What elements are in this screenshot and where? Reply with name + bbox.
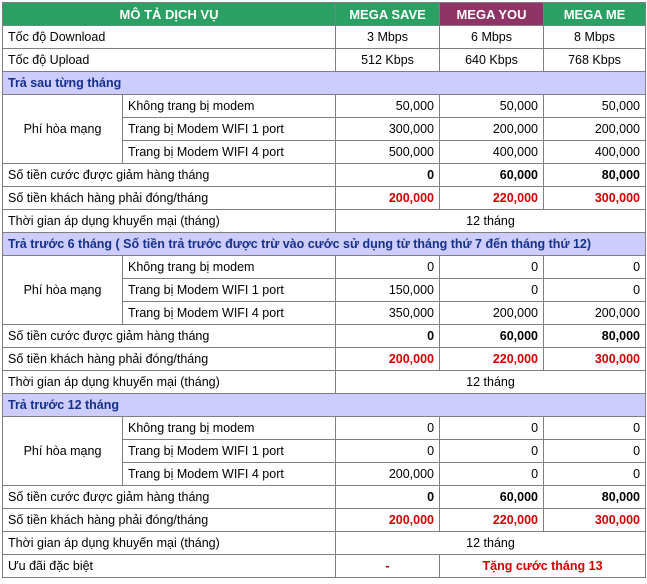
service-description-header: MÔ TẢ DỊCH VỤ bbox=[3, 3, 336, 26]
table-row bbox=[3, 95, 646, 118]
cell: 300,000 bbox=[544, 187, 646, 210]
upload-label: Tốc độ Upload bbox=[3, 49, 336, 72]
cell: 50,000 bbox=[544, 95, 646, 118]
cell: 200,000 bbox=[336, 187, 440, 210]
cell: 400,000 bbox=[544, 141, 646, 164]
monthly-pay-row bbox=[3, 187, 646, 210]
upload-me: 768 Kbps bbox=[544, 49, 646, 72]
cell: 0 bbox=[336, 256, 440, 279]
cell: 0 bbox=[440, 256, 544, 279]
discount-row bbox=[3, 164, 646, 187]
duration-value: 12 tháng bbox=[336, 532, 646, 555]
discount-row bbox=[3, 325, 646, 348]
duration-label: Thời gian áp dụng khuyến mại (tháng) bbox=[3, 371, 336, 394]
discount-label: Số tiền cước được giảm hàng tháng bbox=[3, 486, 336, 509]
cell: 0 bbox=[440, 417, 544, 440]
download-save: 3 Mbps bbox=[336, 26, 440, 49]
cell: 200,000 bbox=[544, 302, 646, 325]
duration-row bbox=[3, 371, 646, 394]
upload-you: 640 Kbps bbox=[440, 49, 544, 72]
fee-label: Phí hòa mạng bbox=[3, 256, 123, 325]
wifi1-label: Trang bị Modem WIFI 1 port bbox=[123, 279, 336, 302]
upload-save: 512 Kbps bbox=[336, 49, 440, 72]
cell: 300,000 bbox=[544, 348, 646, 371]
discount-row bbox=[3, 486, 646, 509]
pay-label: Số tiền khách hàng phải đóng/tháng bbox=[3, 509, 336, 532]
cell: 300,000 bbox=[336, 118, 440, 141]
section-title: Trả sau từng tháng bbox=[3, 72, 646, 95]
cell: 80,000 bbox=[544, 325, 646, 348]
cell: 0 bbox=[336, 417, 440, 440]
service-comparison-table bbox=[2, 2, 646, 578]
download-speed-row bbox=[3, 26, 646, 49]
upload-speed-row bbox=[3, 49, 646, 72]
special-label: Ưu đãi đặc biệt bbox=[3, 555, 336, 578]
cell: 500,000 bbox=[336, 141, 440, 164]
cell: 200,000 bbox=[336, 509, 440, 532]
cell: 0 bbox=[544, 279, 646, 302]
section-header-prepaid-12 bbox=[3, 394, 646, 417]
monthly-pay-row bbox=[3, 509, 646, 532]
cell: 50,000 bbox=[440, 95, 544, 118]
cell: 0 bbox=[336, 325, 440, 348]
cell: 200,000 bbox=[544, 118, 646, 141]
special-offer-row bbox=[3, 555, 646, 578]
cell: 200,000 bbox=[336, 463, 440, 486]
cell: 60,000 bbox=[440, 486, 544, 509]
cell: 400,000 bbox=[440, 141, 544, 164]
duration-value: 12 tháng bbox=[336, 210, 646, 233]
wifi4-label: Trang bị Modem WIFI 4 port bbox=[123, 302, 336, 325]
cell: 60,000 bbox=[440, 164, 544, 187]
pay-label: Số tiền khách hàng phải đóng/tháng bbox=[3, 187, 336, 210]
plan-header-mega-you: MEGA YOU bbox=[440, 3, 544, 26]
cell: 0 bbox=[440, 463, 544, 486]
cell: 220,000 bbox=[440, 187, 544, 210]
cell: 200,000 bbox=[336, 348, 440, 371]
wifi1-label: Trang bị Modem WIFI 1 port bbox=[123, 118, 336, 141]
duration-label: Thời gian áp dụng khuyến mại (tháng) bbox=[3, 532, 336, 555]
cell: 0 bbox=[544, 440, 646, 463]
cell: 200,000 bbox=[440, 302, 544, 325]
cell: 200,000 bbox=[440, 118, 544, 141]
special-save: - bbox=[336, 555, 440, 578]
section-title: Trả trước 6 tháng ( Số tiền trả trước được trừ vào cước sử dụng từ tháng thứ 7 đến tháng thứ 12) bbox=[3, 233, 646, 256]
cell: 0 bbox=[544, 463, 646, 486]
cell: 0 bbox=[440, 440, 544, 463]
cell: 60,000 bbox=[440, 325, 544, 348]
cell: 0 bbox=[544, 256, 646, 279]
cell: 220,000 bbox=[440, 348, 544, 371]
header-row bbox=[3, 3, 646, 26]
no-modem-label: Không trang bị modem bbox=[123, 95, 336, 118]
fee-label: Phí hòa mạng bbox=[3, 95, 123, 164]
plan-header-mega-me: MEGA ME bbox=[544, 3, 646, 26]
section-title: Trả trước 12 tháng bbox=[3, 394, 646, 417]
fee-label: Phí hòa mạng bbox=[3, 417, 123, 486]
monthly-pay-row bbox=[3, 348, 646, 371]
cell: 300,000 bbox=[544, 509, 646, 532]
download-me: 8 Mbps bbox=[544, 26, 646, 49]
duration-row bbox=[3, 532, 646, 555]
cell: 220,000 bbox=[440, 509, 544, 532]
download-you: 6 Mbps bbox=[440, 26, 544, 49]
discount-label: Số tiền cước được giảm hàng tháng bbox=[3, 164, 336, 187]
duration-value: 12 tháng bbox=[336, 371, 646, 394]
section-header-postpaid bbox=[3, 72, 646, 95]
special-others: Tặng cước tháng 13 bbox=[440, 555, 646, 578]
section-header-prepaid-6 bbox=[3, 233, 646, 256]
pay-label: Số tiền khách hàng phải đóng/tháng bbox=[3, 348, 336, 371]
no-modem-label: Không trang bị modem bbox=[123, 256, 336, 279]
cell: 350,000 bbox=[336, 302, 440, 325]
cell: 80,000 bbox=[544, 164, 646, 187]
duration-label: Thời gian áp dụng khuyến mại (tháng) bbox=[3, 210, 336, 233]
download-label: Tốc độ Download bbox=[3, 26, 336, 49]
table-row bbox=[3, 417, 646, 440]
table-row bbox=[3, 256, 646, 279]
cell: 50,000 bbox=[336, 95, 440, 118]
no-modem-label: Không trang bị modem bbox=[123, 417, 336, 440]
wifi4-label: Trang bị Modem WIFI 4 port bbox=[123, 141, 336, 164]
cell: 0 bbox=[336, 440, 440, 463]
plan-header-mega-save: MEGA SAVE bbox=[336, 3, 440, 26]
wifi4-label: Trang bị Modem WIFI 4 port bbox=[123, 463, 336, 486]
discount-label: Số tiền cước được giảm hàng tháng bbox=[3, 325, 336, 348]
wifi1-label: Trang bị Modem WIFI 1 port bbox=[123, 440, 336, 463]
cell: 80,000 bbox=[544, 486, 646, 509]
cell: 0 bbox=[440, 279, 544, 302]
cell: 0 bbox=[336, 164, 440, 187]
cell: 0 bbox=[544, 417, 646, 440]
cell: 0 bbox=[336, 486, 440, 509]
cell: 150,000 bbox=[336, 279, 440, 302]
duration-row bbox=[3, 210, 646, 233]
